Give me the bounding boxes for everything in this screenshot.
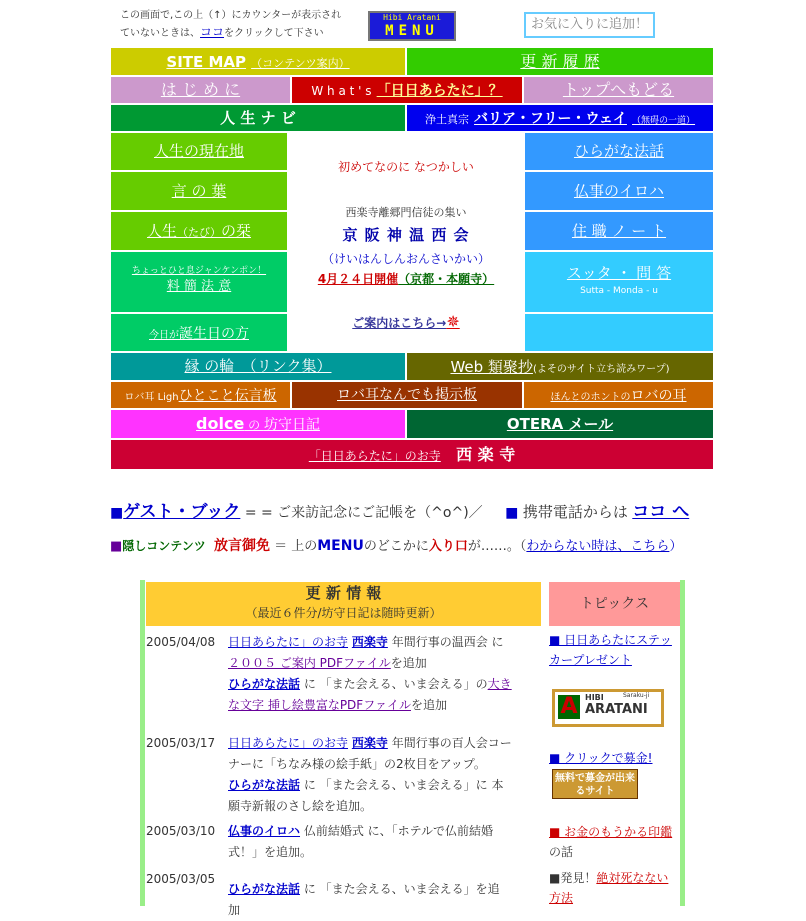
topic-sticker-link[interactable]: ■ 日日あらたにステッカープレゼント	[549, 633, 672, 667]
hidden-menu: MENU	[317, 538, 364, 554]
birthday-main: 誕生日の方	[179, 326, 249, 342]
saigakuji-link[interactable]	[110, 439, 714, 470]
kotonoha-link[interactable]	[110, 171, 288, 211]
barrier-main: バリア・フリー・ウェイ	[474, 111, 627, 127]
logo-big: ARATANI	[585, 702, 648, 717]
web-ruijusho-link[interactable]	[406, 352, 714, 381]
menu-logo-button[interactable]	[368, 11, 456, 41]
hidden-mid: のどこかに	[363, 539, 429, 554]
kotonoha-label: 言 の 葉	[171, 182, 227, 200]
tabi-shiori-c: の栞	[221, 222, 252, 240]
sutta-label: スッタ ・ 問 答	[566, 264, 672, 282]
janken-line2: 料 簡 法 意	[166, 279, 232, 294]
jinsei-navi-label: 人 生 ナ ビ	[220, 109, 296, 127]
bullet-icon: ■	[110, 539, 123, 554]
saigakuji-prefix: 「日日あらたに」のお寺	[308, 449, 441, 463]
tabi-shiori-a: 人生	[146, 222, 177, 240]
counter-note-line2-post: をクリックして下さい	[224, 28, 324, 39]
roba-board-label: ロバ耳なんでも掲示板	[337, 387, 477, 403]
ryoken-hoi-link[interactable]	[110, 251, 288, 313]
event-group: 西楽寺離郷門信徒の集い	[345, 206, 467, 219]
update-date: 2005/03/05	[146, 872, 216, 886]
event-date: 4月２４日開催	[317, 272, 399, 286]
enwa-label: 縁 の輪 （リンク集）	[184, 357, 332, 375]
birthday-link[interactable]	[110, 313, 288, 352]
update-link[interactable]: 仏事のイロハ	[228, 824, 301, 838]
hidden-name: 放言御免	[213, 538, 270, 554]
barrier-sub: （無碍の一道）	[632, 116, 696, 126]
notebook-label: 住 職 ノ ー ト	[571, 222, 667, 240]
star-icon: ✵	[446, 312, 460, 331]
dolce-diary-link[interactable]	[110, 409, 406, 439]
counter-note-line1: この画面で,この上（↑）にカウンターが表示され	[120, 10, 342, 21]
fund-button[interactable]: 無料で募金が出来るサイト	[552, 769, 638, 799]
top-back-link[interactable]	[523, 76, 714, 104]
hidden-end: が……。（	[467, 539, 527, 554]
update-entry	[146, 733, 541, 817]
tabi-shiori-link[interactable]	[110, 211, 288, 251]
topic-seal-link[interactable]: ■ お金のもうかる印鑑	[549, 825, 673, 839]
update-entry	[146, 869, 541, 917]
roba-ear-prefix: ほんとのホントの	[550, 392, 631, 403]
topics-header: トピックス	[549, 582, 680, 626]
update-link[interactable]: 西楽寺	[351, 736, 388, 750]
guestbook-line	[110, 497, 689, 522]
hiragana-label: ひらがな法話	[573, 142, 664, 160]
topic-discovery-link[interactable]: 絶対死なない方法	[549, 871, 669, 905]
help-link[interactable]: わからない時は、こちら	[526, 539, 670, 554]
update-date: 2005/03/10	[146, 824, 216, 838]
logo-sign: Saraku-ji	[623, 692, 650, 699]
topic-seal	[549, 822, 680, 862]
genzaichi-label: 人生の現在地	[153, 142, 244, 160]
update-text: 年間行事の百人会コー	[391, 736, 512, 750]
sitemap-label: SITE MAP	[166, 53, 247, 71]
tabi-shiori-b: （たび）	[177, 226, 221, 239]
update-link[interactable]: ひらがな法話	[228, 677, 301, 691]
aratani-logo[interactable]	[552, 689, 664, 727]
dolce-b: の	[244, 418, 264, 432]
whats-prefix: W h a t ' s	[311, 84, 372, 98]
event-tagline: 初めてなのに なつかしい	[338, 160, 474, 174]
update-link[interactable]: 大き	[487, 677, 512, 691]
update-text: 仏前結婚式 に、「ホテルで仏前結婚	[300, 824, 494, 838]
update-link[interactable]: ひらがな法話	[228, 778, 301, 792]
sutta-sub: Sutta - Monda - u	[580, 286, 658, 296]
birthday-prefix: 今日が	[149, 330, 179, 341]
hidden-label: 隠しコンテンツ	[122, 539, 206, 553]
roba-light-main: ひとこと伝言板	[178, 388, 277, 404]
web-main: Web 類聚抄	[450, 358, 533, 376]
links-enwa[interactable]	[110, 352, 406, 381]
roba-ear-main: ロバの耳	[630, 388, 687, 404]
otera-mail-label: OTERA メール	[506, 415, 614, 433]
event-title: 京 阪 神 温 西 会	[342, 226, 470, 244]
hidden-entrance: 入り口	[428, 539, 468, 554]
hajimeni-label: は じ め に	[160, 80, 241, 99]
roba-board-link[interactable]	[291, 381, 523, 409]
updates-title: 更 新 情 報	[305, 584, 382, 602]
topic-fund	[549, 748, 680, 768]
roba-light-link[interactable]	[110, 381, 291, 409]
update-text: に 「また会える、いま会える」に 本	[300, 778, 504, 792]
dolce-c: 坊守日記	[263, 417, 320, 433]
update-date: 2005/03/17	[146, 736, 216, 750]
topic-discovery	[549, 868, 680, 906]
update-text: に 「また会える、いま会える」を追	[300, 882, 500, 896]
update-date: 2005/04/08	[146, 635, 216, 649]
topic-discovery-pre: ■発見！	[549, 871, 597, 885]
updates-subtitle: （最近６件分/坊守日記は随時更新）	[245, 606, 442, 620]
update-text: 加	[228, 903, 241, 917]
update-text: 式！」を追加。	[228, 845, 313, 859]
counter-note-line2: ていないときは、	[120, 28, 200, 39]
topic-sticker[interactable]	[549, 630, 680, 670]
update-text: を追加	[410, 698, 447, 712]
event-guide-label: ご案内はこちら→	[352, 316, 447, 330]
update-link[interactable]: な文字 挿し絵豊富なPDFファイル	[228, 698, 411, 712]
dolce-a: dolce	[196, 414, 245, 433]
hidden-contents-line	[110, 535, 682, 555]
menu-logo-small: Hibi Aratani	[383, 13, 441, 22]
update-link[interactable]: ２００５ ご案内 PDFファイル	[228, 656, 391, 670]
roba-ear-link[interactable]	[523, 381, 714, 409]
update-entry	[146, 821, 541, 863]
otera-mail-link[interactable]	[406, 409, 714, 439]
update-link[interactable]: ひらがな法話	[228, 882, 301, 896]
event-reading: （けいはんしんおんさいかい）	[321, 252, 490, 266]
counter-here-link[interactable]: ココ	[200, 25, 225, 39]
jinsei-navi-link[interactable]	[110, 104, 406, 132]
iroha-link[interactable]	[524, 171, 714, 211]
update-link[interactable]: 日日あらたに」のお寺	[228, 736, 349, 750]
mobile-pre: 携帯電話からは	[522, 503, 628, 521]
logo-small: HIBI	[585, 693, 604, 702]
history-label: 更 新 履 歴	[520, 52, 600, 71]
update-entry	[146, 632, 541, 716]
whats-link[interactable]	[291, 76, 523, 104]
top-back-label: トップへもどる	[562, 80, 675, 99]
hiragana-link[interactable]	[524, 132, 714, 171]
barrier-free-link[interactable]	[406, 104, 714, 132]
whats-main: 「日日あらたに」？	[376, 83, 503, 99]
topic-seal-tail: の話	[549, 845, 574, 859]
add-favorite-button[interactable]: お気に入りに追加！	[524, 12, 655, 38]
sutta-link[interactable]	[524, 251, 714, 313]
logo-a-icon: A	[558, 695, 580, 719]
event-place: （京都・本願寺）	[398, 272, 495, 286]
hidden-eq: ＝ 上の	[274, 539, 318, 554]
barrier-prefix: 浄土真宗	[424, 113, 469, 126]
bullet-icon: ■	[110, 505, 124, 521]
hidden-close: ）	[669, 539, 683, 554]
menu-logo-big: MENU	[385, 23, 439, 39]
bullet-icon: ■	[505, 505, 519, 521]
update-text: 年間行事の温西会 に	[391, 635, 504, 649]
guestbook-text: = = ご来訪記念にご記帳を（^o^)／	[240, 505, 483, 521]
sitemap-link[interactable]	[110, 47, 406, 76]
saigakuji-main: 西 楽 寺	[456, 445, 516, 464]
janken-line1: ちょっとひと息ジャンケンポン！	[131, 266, 267, 276]
mobile-link[interactable]: ココ へ	[632, 502, 690, 522]
roba-light-prefix: ロバ耳 Ligh	[124, 392, 179, 403]
topic-fund-link[interactable]: ■ クリックで募金!	[549, 751, 653, 765]
update-link[interactable]: 日日あらたに」のお寺	[228, 635, 349, 649]
event-guide-link[interactable]	[288, 312, 524, 331]
blank-cell	[524, 313, 714, 352]
guestbook-link[interactable]: ゲスト・ブック	[123, 502, 241, 522]
counter-note	[120, 8, 360, 42]
update-text: に 「また会える、いま会える」の	[300, 677, 488, 691]
update-text: を追加	[390, 656, 427, 670]
notebook-link[interactable]	[524, 211, 714, 251]
update-text: ナーに「ちなみ様の絵手紙」の2枚目をアップ。	[228, 757, 486, 771]
sitemap-sub: （コンテンツ案内）	[251, 57, 350, 70]
genzaichi-link[interactable]	[110, 132, 288, 171]
iroha-label: 仏事のイロハ	[573, 182, 664, 200]
hajimeni-link[interactable]	[110, 76, 291, 104]
history-link[interactable]	[406, 47, 714, 76]
update-link[interactable]: 西楽寺	[351, 635, 388, 649]
web-sub: (よそのサイト立ち読みワープ)	[532, 364, 670, 375]
updates-header	[146, 582, 541, 626]
event-announcement	[288, 132, 524, 352]
update-text: 願寺新報のさし絵を追加。	[228, 799, 373, 813]
